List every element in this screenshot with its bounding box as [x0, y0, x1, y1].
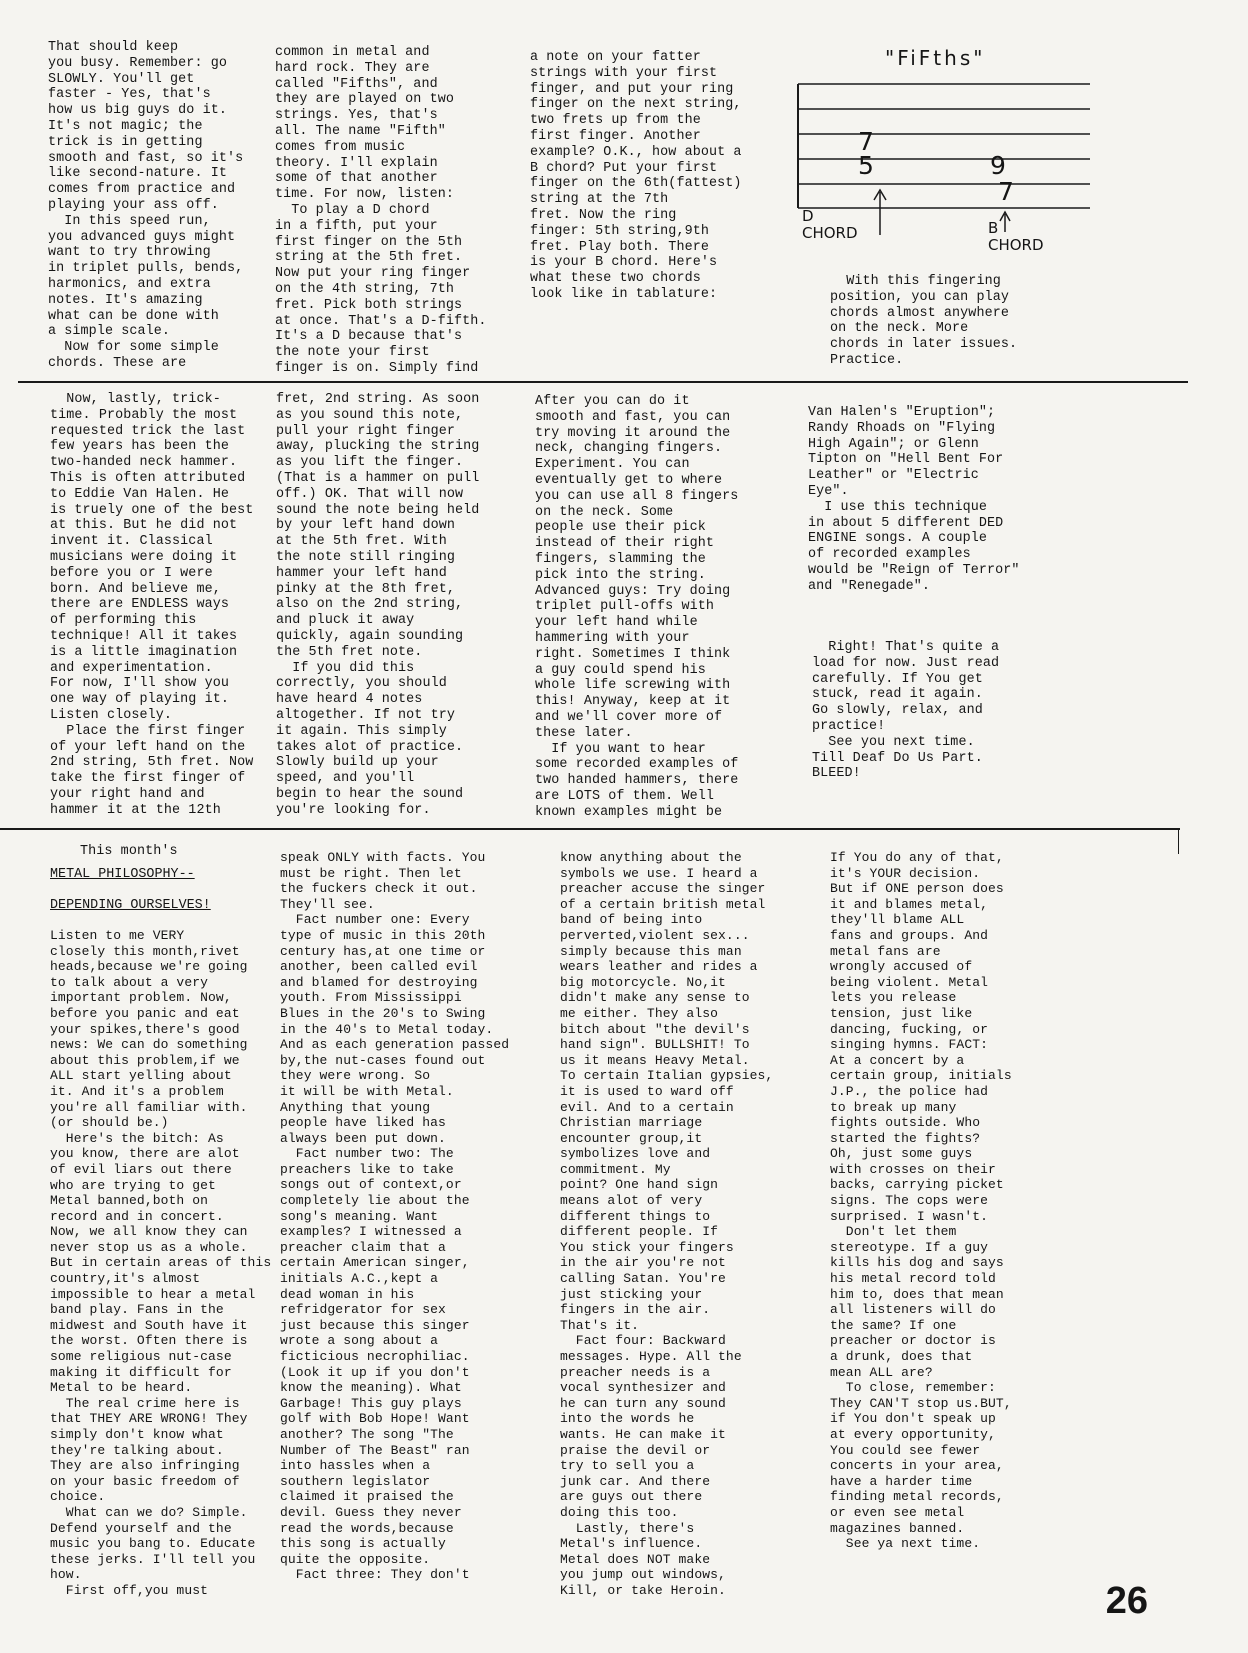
- article-bottom-column-1: Listen to me VERY closely this month,rivet heads,because we're going to talk about a very important problem. Now, before you panic and eat your spikes,there's good news: We can do something about this problem,if we ALL start yelling about it. And it's a problem you're all familiar with. (or should be.) Here's the bitch: As you know, there are alot of evil liars out there who are trying to get Metal banned,both on record and in concert. Now, we all know they can never stop us as a whole. But in certain areas of this country,it's almost impossible to hear a metal band play. Fans in the midwest and South have it the worst. Often there is some religious nut-case making it difficult for Metal to be heard. The real crime here is that THEY ARE WRONG! They simply don't know what they're talking about. They are also infringing on your basic freedom of choice. What can we do? Simple. Defend yourself and the music you bang to. Educate these jerks. I'll tell you how. First off,you must: [50, 928, 272, 1598]
- section-divider-2: [0, 828, 1180, 830]
- metal-philosophy-heading: METAL PHILOSOPHY--: [50, 867, 195, 882]
- article-top-column-3: a note on your fatter strings with your first finger, and put your ring finger on the next string, two frets up from the first finger. Another example? O.K., how about a B chord? Put your first finger on the 6th(fattest) string at the 7th fret. Now the ring finger: 5th string,9th fret. Play both. There is your B chord. Here's what these two chords look like in tablature:: [530, 50, 742, 302]
- article-middle-column-4-part-1: Van Halen's "Eruption"; Randy Rhoads on "Flying High Again"; or Glenn Tipton on "Hell Bent For Leather" or "Electric Eye". I use this technique in about 5 different DED ENGINE songs. A couple of recorded examples would be "Reign of Terror" and "Renegade".: [808, 405, 1020, 594]
- metal-philosophy-intro: This month's: [80, 844, 178, 859]
- article-top-column-1: That should keep you busy. Remember: go SLOWLY. You'll get faster - Yes, that's how us big guys do it. It's not magic; the trick is in getting smooth and fast, so it's like second-nature. It comes from practice and playing your ass off. In this speed run, you advanced guys might want to try throwing in triplet pulls, bends, harmonics, and extra notes. It's amazing what can be done with a simple scale. Now for some simple chords. These are: [48, 40, 244, 371]
- article-middle-column-1: Now, lastly, trick- time. Probably the most requested trick the last few years has been the two-handed neck hammer. This is often attributed to Eddie Van Halen. He is truely one of the best at this. But he did not invent it. Classical musicians were doing it before you or I were born. And believe me, there are ENDLESS ways of performing this technique! All it takes is a little imagination and experimentation. For now, I'll show you one way of playing it. Listen closely. Place the first finger of your left hand on the 2nd string, 5th fret. Now take the first finger of your right hand and hammer it at the 12th: [50, 392, 254, 818]
- section-divider-2-tick: [1178, 828, 1179, 854]
- b-chord-label: B CHORD: [988, 219, 1044, 254]
- section-divider-1: [18, 381, 1188, 383]
- article-top-column-4: With this fingering position, you can play chords almost anywhere on the neck. More chords in later issues. Practice.: [830, 274, 1018, 368]
- article-bottom-column-3: know anything about the symbols we use. I heard a preacher accuse the singer of a certain british metal band of being into perverted,violent sex... simply because this man wears leather and rides a big motorcycle. No,it didn't make any sense to me either. They also bitch about "the devil's hand sign". BULLSHIT! To us it means Heavy Metal. To certain Italian gypsies, it is used to ward off evil. And to a certain Christian marriage encounter group,it symbolizes love and commitment. My point? One hand sign means alot of very different things to different people. If You stick your fingers in the air you're not calling Satan. You're just sticking your fingers in the air. That's it. Fact four: Backward messages. Hype. All the preacher needs is a vocal synthesizer and he can turn any sound into the words he wants. He can make it praise the devil or try to sell you a junk car. And there are guys out there doing this too. Lastly, there's Metal's influence. Metal does NOT make you jump out windows, Kill, or take Heroin.: [560, 850, 774, 1598]
- fifths-tablature-diagram: [790, 40, 1100, 270]
- article-bottom-column-4: If You do any of that, it's YOUR decision. But if ONE person does it and blames metal, they'll blame ALL fans and groups. And metal fans are wrongly accused of being violent. Metal lets you release tension, just like dancing, fucking, or singing hymns. FACT: At a concert by a certain group, initials J.P., the police had to break up many fights outside. Who started the fights? Oh, just some guys with crosses on their backs, carrying picket signs. The cops were surprised. I wasn't. Don't let them stereotype. If a guy kills his dog and says his metal record told him to, does that mean all listeners will do the same? If one preacher or doctor is a drunk, does that mean ALL are? To close, remember: They CAN'T stop us.BUT, if You don't speak up at every opportunity, You could see fewer concerts in your area, have a harder time finding metal records, or even see metal magazines banned. See ya next time.: [830, 850, 1012, 1552]
- page-number: 26: [1105, 1580, 1148, 1622]
- d-chord-fret-bottom: 5: [858, 151, 874, 180]
- article-bottom-column-2: speak ONLY with facts. You must be right. Then let the fuckers check it out. They'll see. Fact number one: Every type of music in this 20th century has,at one time or another, been called evil and blamed for destroying youth. From Mississippi Blues in the 20's to Swing in the 40's to Metal today. And as each generation passed by,the nut-cases found out they were wrong. So it will be with Metal. Anything that young people have liked has always been put down. Fact number two: The preachers like to take songs out of context,or completely lie about the song's meaning. Want examples? I witnessed a preacher claim that a certain American singer, initials A.C.,kept a dead woman in his refridgerator for sex just because this singer wrote a song about a ficticious necrophiliac. (Look it up if you don't know the meaning). What Garbage! This guy plays golf with Bob Hope! Want another? The song "The Number of The Beast" ran into hassles when a southern legislator claimed it praised the devil. Guess they never read the words,because this song is actually quite the opposite. Fact three: They don't: [280, 850, 510, 1583]
- b-chord-fret-bottom: 7: [998, 177, 1014, 206]
- article-middle-column-4-part-2: Right! That's quite a load for now. Just read carefully. If You get stuck, read it again. Go slowly, relax, and practice! See you next time. Till Deaf Do Us Part. BLEED!: [812, 640, 1000, 782]
- metal-philosophy-subheading: DEPENDING OURSELVES!: [50, 898, 211, 913]
- article-middle-column-3: After you can do it smooth and fast, you can try moving it around the neck, changing fingers. Experiment. You can eventually get to where you can use all 8 fingers on the neck. Some people use their pick instead of their right fingers, slamming the pick into the string. Advanced guys: Try doing triplet pull-offs with your left hand while hammering with your right. Sometimes I think a guy could spend his whole life screwing with this! Anyway, keep at it and we'll cover more of these later. If you want to hear some recorded examples of two handed hammers, there are LOTS of them. Well known examples might be: [535, 394, 739, 820]
- d-chord-label: D CHORD: [802, 207, 858, 242]
- d-chord-fret-top: 7: [858, 127, 874, 156]
- article-middle-column-2: fret, 2nd string. As soon as you sound this note, pull your right finger away, plucking the string as you lift the finger. (That is a hammer on pull off.) OK. That will now sound the note being held by your left hand down at the 5th fret. With the note still ringing hammer your left hand pinky at the 8th fret, also on the 2nd string, and pluck it away quickly, again sounding the 5th fret note. If you did this correctly, you should have heard 4 notes altogether. If not try it again. This simply takes alot of practice. Slowly build up your speed, and you'll begin to hear the sound you're looking for.: [276, 392, 480, 818]
- article-top-column-2: common in metal and hard rock. They are called "Fifths", and they are played on two strings. Yes, that's all. The name "Fifth" comes from music theory. I'll explain some of that another time. For now, listen: To play a D chord in a fifth, put your first finger on the 5th string at the 5th fret. Now put your ring finger on the 4th string, 7th fret. Pick both strings at once. That's a D-fifth. It's a D because that's the note your first finger is on. Simply find: [275, 45, 487, 376]
- diagram-title: "FiFths": [885, 46, 986, 70]
- b-chord-fret-top: 9: [990, 151, 1006, 180]
